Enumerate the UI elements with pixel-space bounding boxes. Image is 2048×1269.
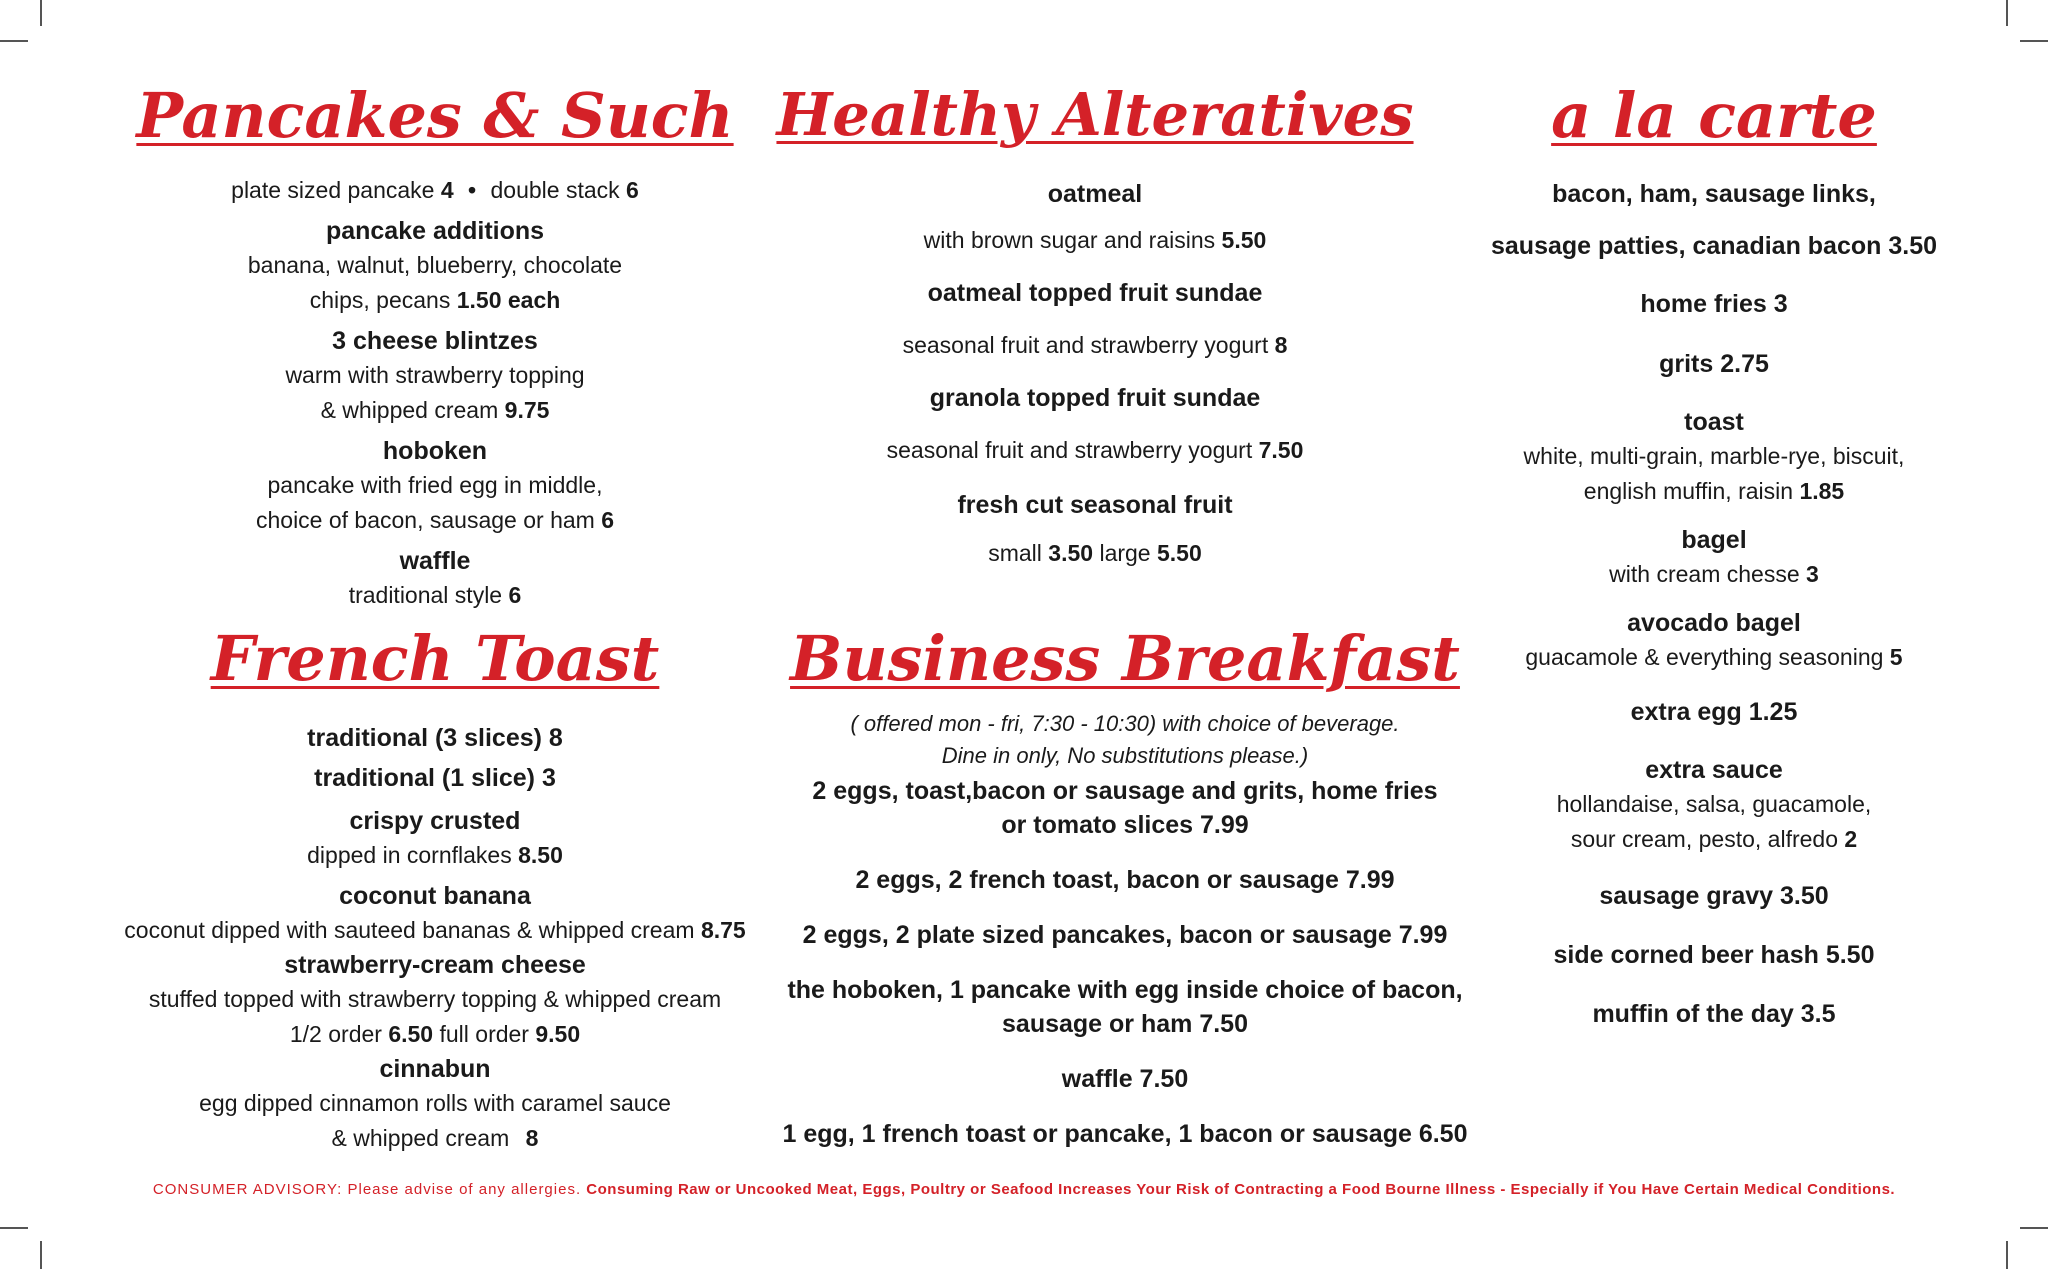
item-title: extra sauce (1645, 756, 1783, 784)
bullet-separator: • (468, 177, 477, 203)
item-price: 5.50 (1221, 227, 1267, 253)
item-price: 6 (508, 582, 522, 608)
crop-mark (0, 1227, 28, 1229)
item-title: extra egg 1.25 (1630, 698, 1798, 726)
item-description: coconut dipped with sauteed bananas & whipped cream 8.75 (124, 917, 746, 943)
item-description: banana, walnut, blueberry, chocolate (247, 252, 623, 278)
item-title: grits 2.75 (1659, 350, 1769, 378)
item-title: fresh cut seasonal fruit (957, 491, 1233, 519)
crop-mark (0, 40, 28, 42)
french-toast-section (90, 622, 780, 1156)
item-title: oatmeal (1047, 180, 1143, 208)
item-price: 9.75 (504, 397, 550, 423)
item-description: seasonal fruit and strawberry yogurt 8 (902, 332, 1288, 358)
item-description: warm with strawberry topping (285, 362, 585, 388)
advisory-lead: CONSUMER ADVISORY: Please advise of any allergies. (152, 1181, 582, 1198)
item-title: traditional (1 slice) 3 (314, 764, 556, 792)
business-item: or tomato slices 7.99 (1001, 811, 1249, 839)
business-section (780, 622, 1470, 1151)
section-heading: a la carte (1551, 79, 1877, 152)
item-title: traditional (3 slices) 8 (307, 724, 563, 752)
item-description: chips, pecans 1.50 each (309, 287, 561, 313)
item-price: 9.50 (535, 1021, 581, 1047)
item-title: avocado bagel (1627, 609, 1801, 637)
business-note: ( offered mon - fri, 7:30 - 10:30) with choice of beverage. (850, 711, 1400, 736)
item-title: 3 cheese blintzes (332, 327, 538, 355)
item-description: & whipped cream 8 (331, 1125, 539, 1151)
item-title: bagel (1681, 526, 1747, 554)
item-price: 7.50 (1258, 437, 1304, 463)
item-price: 3 (1806, 561, 1819, 587)
item-price: 5 (1889, 644, 1903, 670)
item-title: coconut banana (339, 882, 531, 910)
item-price: 8.75 (700, 917, 746, 943)
business-item: sausage or ham 7.50 (1002, 1010, 1248, 1038)
item-title: hoboken (382, 437, 488, 465)
item-title: sausage patties, canadian bacon 3.50 (1490, 232, 1938, 260)
section-heading: Business Breakfast (790, 622, 1460, 695)
item-price: 1.85 (1799, 478, 1845, 504)
crop-mark (2020, 40, 2048, 42)
consumer-advisory (0, 1181, 2048, 1198)
item-title: strawberry-cream cheese (284, 951, 586, 979)
pancakes-section (90, 79, 780, 613)
item-title: granola topped fruit sundae (929, 384, 1261, 412)
item-price: 5.50 (1157, 540, 1202, 566)
item-price: 1.50 each (456, 287, 561, 313)
item-title: side corned beer hash 5.50 (1553, 941, 1875, 969)
section-heading: French Toast (210, 622, 660, 695)
item-description: guacamole & everything seasoning 5 (1525, 644, 1903, 670)
section-heading: Healthy Alteratives (776, 79, 1414, 149)
item-price: 8.50 (518, 842, 563, 868)
item-description: small 3.50 large 5.50 (988, 540, 1202, 566)
item-price: 2 (1844, 826, 1858, 852)
crop-mark (2006, 1241, 2008, 1269)
crop-mark (2006, 0, 2008, 26)
item-description: pancake with fried egg in middle, (267, 472, 603, 498)
item-price: 8 (1274, 332, 1288, 358)
item-description: with cream chesse 3 (1609, 561, 1819, 587)
business-item: the hoboken, 1 pancake with egg inside choice of bacon, (787, 976, 1463, 1004)
item-title: home fries 3 (1640, 290, 1788, 318)
item-price: 6 (601, 507, 614, 533)
item-title: waffle (399, 547, 471, 575)
item-description: & whipped cream 9.75 (320, 397, 550, 423)
alacarte-section (1460, 79, 1968, 1031)
business-item: waffle 7.50 (1061, 1065, 1189, 1093)
item-description: egg dipped cinnamon rolls with caramel sauce (199, 1090, 671, 1116)
item-price: 6.50 (388, 1021, 434, 1047)
section-heading: Pancakes & Such (136, 79, 734, 152)
item-description: hollandaise, salsa, guacamole, (1556, 791, 1872, 817)
healthy-section (770, 79, 1420, 571)
item-title: muffin of the day 3.5 (1592, 1000, 1836, 1028)
advisory-warning: Consuming Raw or Uncooked Meat, Eggs, Poultry or Seafood Increases Your Risk of Contracting a Food Bourne Illness - Especially if You Have Certain Medical Conditions. (586, 1181, 1896, 1198)
item-title: cinnabun (379, 1055, 491, 1083)
item-description: choice of bacon, sausage or ham 6 (255, 507, 614, 533)
item-title: oatmeal topped fruit sundae (927, 279, 1263, 307)
item-title: toast (1684, 408, 1744, 436)
crop-mark (40, 0, 42, 26)
item-description: seasonal fruit and strawberry yogurt 7.50 (886, 437, 1304, 463)
crop-mark (2020, 1227, 2048, 1229)
business-note: Dine in only, No substitutions please.) (941, 743, 1309, 768)
item-title: bacon, ham, sausage links, (1552, 180, 1876, 208)
business-item: 2 eggs, toast,bacon or sausage and grits, home fries (812, 777, 1438, 805)
item-description: with brown sugar and raisins 5.50 (923, 227, 1267, 253)
item-description: stuffed topped with strawberry topping & whipped cream (148, 986, 722, 1012)
business-item: 1 egg, 1 french toast or pancake, 1 bacon or sausage 6.50 (782, 1120, 1468, 1148)
business-item: 2 eggs, 2 french toast, bacon or sausage 7.99 (855, 866, 1395, 894)
pancake-price-line: plate sized pancake 4 • double stack 6 (231, 177, 639, 203)
item-description: 1/2 order 6.50 full order 9.50 (289, 1021, 581, 1047)
item-price: 8 (525, 1125, 539, 1151)
item-description: white, multi-grain, marble-rye, biscuit, (1523, 443, 1905, 469)
crop-mark (40, 1241, 42, 1269)
item-title: sausage gravy 3.50 (1599, 882, 1829, 910)
business-item: 2 eggs, 2 plate sized pancakes, bacon or sausage 7.99 (802, 921, 1448, 949)
item-description: sour cream, pesto, alfredo 2 (1570, 826, 1858, 852)
item-description: traditional style 6 (348, 582, 522, 608)
item-price: 3.50 (1048, 540, 1094, 566)
item-title: pancake additions (325, 217, 545, 245)
item-title: crispy crusted (349, 807, 521, 835)
item-description: english muffin, raisin 1.85 (1583, 478, 1845, 504)
item-description: dipped in cornflakes 8.50 (307, 842, 563, 868)
